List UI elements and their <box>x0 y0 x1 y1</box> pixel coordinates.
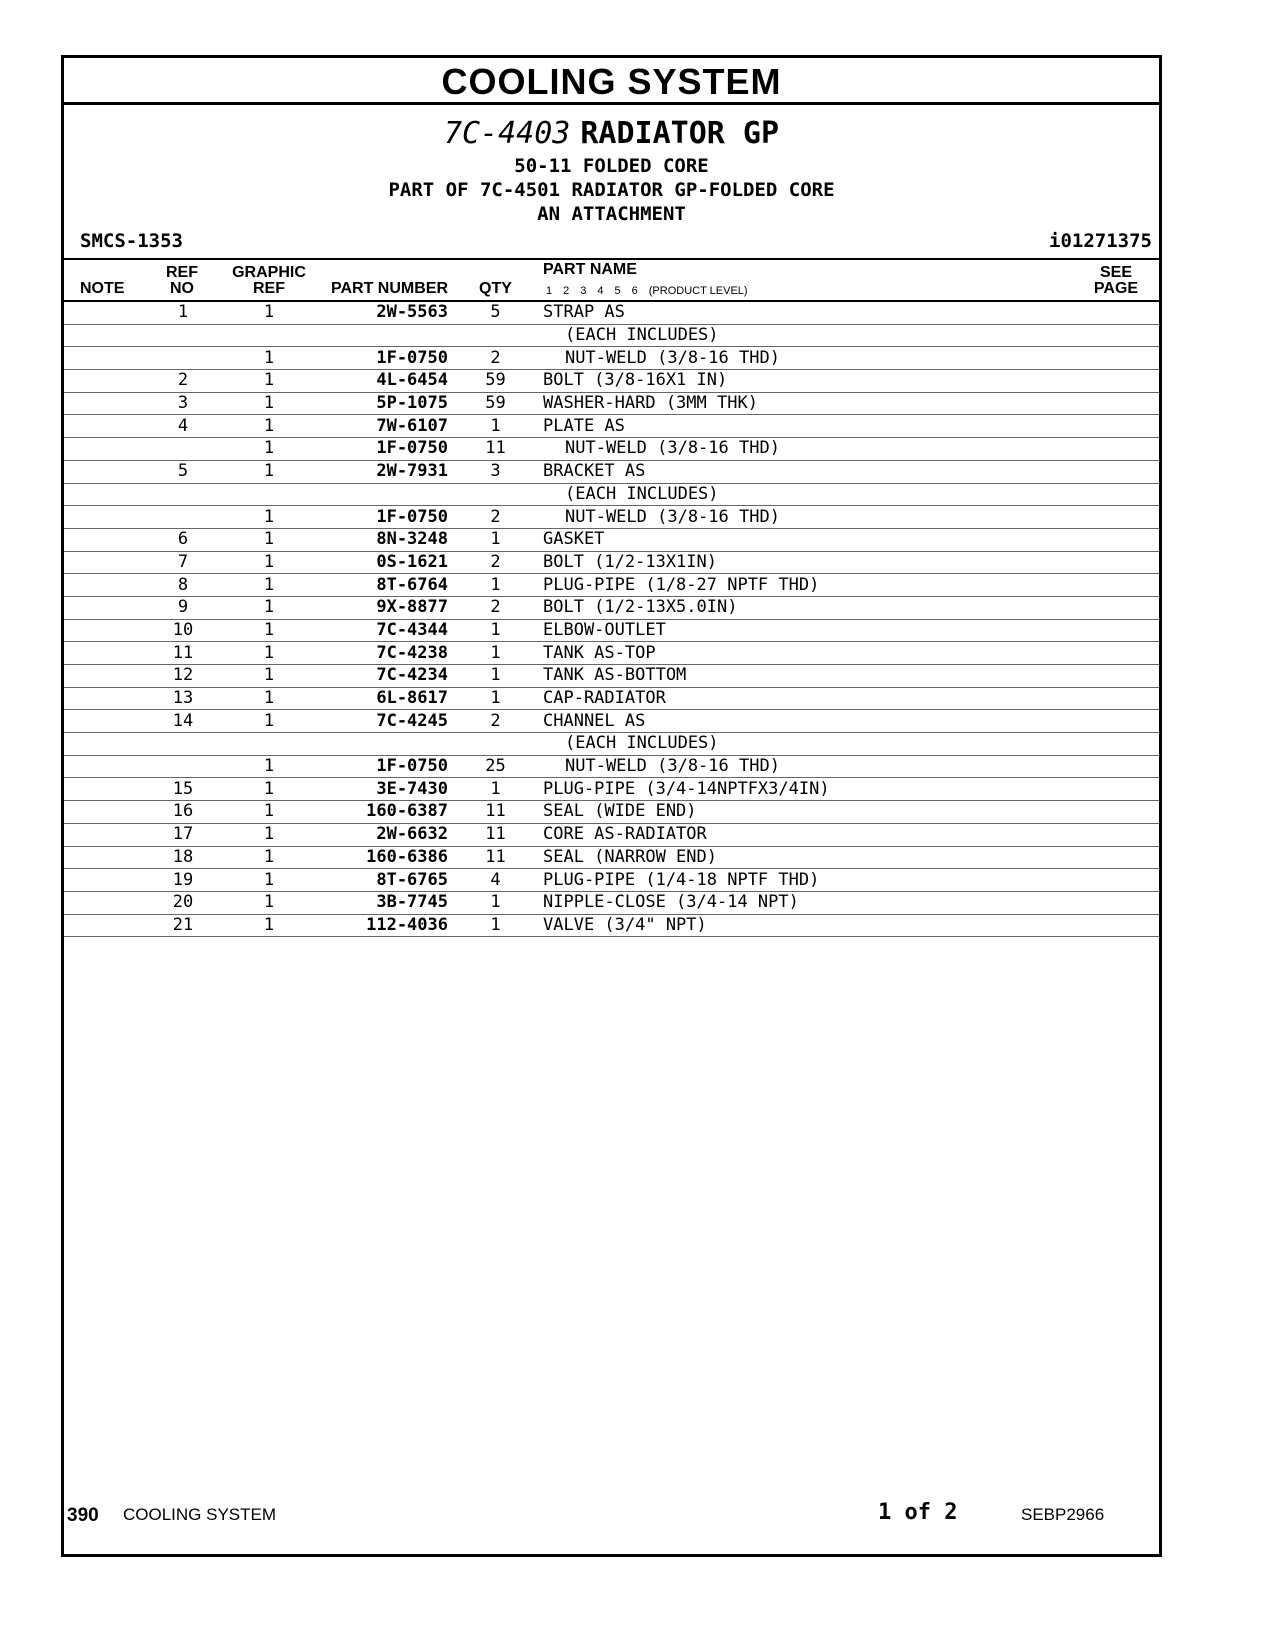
ref-no-cell: 16 <box>142 801 224 824</box>
part-name-cell <box>543 347 1159 370</box>
footer-doc-id: SEBP2966 <box>1021 1505 1105 1524</box>
table-row <box>64 483 1159 506</box>
graphic-ref-cell <box>224 324 314 347</box>
footer-page-of: 1 of 2 <box>878 1500 958 1525</box>
part-number-cell <box>314 324 448 347</box>
graphic-ref-cell: 1 <box>224 823 314 846</box>
graphic-ref-cell: 1 <box>224 619 314 642</box>
part-name-text: PLUG-PIPE (3/4-14NPTFX3/4IN) <box>543 778 830 799</box>
part-number-cell: 8N-3248 <box>314 528 448 551</box>
part-name-cell <box>543 574 1159 597</box>
part-name-cell <box>543 619 1159 642</box>
part-name-text: VALVE (3/4" NPT) <box>543 914 707 935</box>
part-name-cell <box>543 778 1159 801</box>
note-cell <box>64 755 142 778</box>
note-cell <box>64 551 142 574</box>
qty-cell: 1 <box>448 574 543 597</box>
graphic-ref-cell: 1 <box>224 891 314 914</box>
graphic-ref-cell: 1 <box>224 370 314 393</box>
part-name-cell <box>543 596 1159 619</box>
part-number-cell: 5P-1075 <box>314 392 448 415</box>
part-number-cell: 9X-8877 <box>314 596 448 619</box>
table-row <box>64 846 1159 869</box>
header-graphic-top: GRAPHIC <box>232 264 306 281</box>
note-cell <box>64 642 142 665</box>
footer-section: COOLING SYSTEM <box>123 1505 277 1524</box>
part-name-text: CAP-RADIATOR <box>543 688 666 709</box>
qty-cell: 25 <box>448 755 543 778</box>
qty-cell: 1 <box>448 619 543 642</box>
ref-no-cell: 2 <box>142 370 224 393</box>
table-row <box>64 778 1159 801</box>
ref-no-cell: 15 <box>142 778 224 801</box>
graphic-ref-cell: 1 <box>224 665 314 688</box>
qty-cell: 1 <box>448 778 543 801</box>
part-name-cell <box>543 415 1159 438</box>
part-name-cell <box>543 846 1159 869</box>
graphic-ref-cell: 1 <box>224 460 314 483</box>
ref-no-cell: 14 <box>142 710 224 733</box>
group-name: RADIATOR GP <box>580 116 780 151</box>
group-part-number: 7C-4403 <box>443 116 571 151</box>
graphic-ref-cell: 1 <box>224 574 314 597</box>
qty-cell: 3 <box>448 460 543 483</box>
qty-cell: 2 <box>448 347 543 370</box>
part-name-cell <box>543 801 1159 824</box>
part-name-text: BOLT (3/8-16X1 IN) <box>543 370 728 391</box>
parts-table <box>64 302 1159 937</box>
note-cell <box>64 324 142 347</box>
note-cell <box>64 619 142 642</box>
part-name-text: PLUG-PIPE (1/4-18 NPTF THD) <box>543 869 820 890</box>
table-row <box>64 324 1159 347</box>
ref-no-cell: 10 <box>142 619 224 642</box>
footer-page-number: 390 <box>67 1505 99 1526</box>
header-qty: QTY <box>479 280 512 297</box>
smcs-code: SMCS-1353 <box>80 230 183 252</box>
header-part-number: PART NUMBER <box>330 280 448 297</box>
note-cell <box>64 665 142 688</box>
part-number-cell: 8T-6765 <box>314 869 448 892</box>
part-name-text: GASKET <box>543 529 605 550</box>
part-number-cell: 8T-6764 <box>314 574 448 597</box>
part-name-cell <box>543 324 1159 347</box>
ref-no-cell: 12 <box>142 665 224 688</box>
part-name-cell <box>543 687 1159 710</box>
graphic-ref-cell: 1 <box>224 778 314 801</box>
qty-cell: 1 <box>448 642 543 665</box>
note-cell <box>64 846 142 869</box>
page-frame <box>61 55 1162 1557</box>
note-cell <box>64 347 142 370</box>
part-name-cell <box>543 460 1159 483</box>
graphic-ref-cell: 1 <box>224 551 314 574</box>
part-name-cell <box>543 891 1159 914</box>
part-name-text: PLUG-PIPE (1/8-27 NPTF THD) <box>543 574 820 595</box>
group-description-line1: 50-11 FOLDED CORE <box>514 155 709 177</box>
ref-no-cell <box>142 755 224 778</box>
part-name-text: (EACH INCLUDES) <box>565 483 719 504</box>
level-5: 5 <box>614 285 621 297</box>
note-cell <box>64 574 142 597</box>
ref-no-cell: 18 <box>142 846 224 869</box>
group-title <box>64 116 1159 152</box>
qty-cell: 4 <box>448 869 543 892</box>
table-row <box>64 302 1159 324</box>
ref-no-cell: 13 <box>142 687 224 710</box>
level-4: 4 <box>597 285 604 297</box>
ref-no-cell: 1 <box>142 302 224 324</box>
qty-cell: 11 <box>448 438 543 461</box>
levels-label: (PRODUCT LEVEL) <box>648 285 748 297</box>
table-row <box>64 869 1159 892</box>
group-description-line2: PART OF 7C-4501 RADIATOR GP-FOLDED CORE <box>388 179 835 201</box>
ref-no-cell <box>142 347 224 370</box>
table-row <box>64 528 1159 551</box>
graphic-ref-cell: 1 <box>224 869 314 892</box>
note-cell <box>64 415 142 438</box>
part-name-cell <box>543 914 1159 937</box>
note-cell <box>64 460 142 483</box>
part-name-cell <box>543 665 1159 688</box>
table-row <box>64 665 1159 688</box>
qty-cell: 1 <box>448 687 543 710</box>
note-cell <box>64 914 142 937</box>
ref-no-cell <box>142 506 224 529</box>
part-name-text: NUT-WELD (3/8-16 THD) <box>565 438 780 459</box>
level-3: 3 <box>580 285 587 297</box>
part-number-cell: 3B-7745 <box>314 891 448 914</box>
graphic-ref-cell <box>224 483 314 506</box>
part-name-cell <box>543 551 1159 574</box>
part-number-cell: 2W-6632 <box>314 823 448 846</box>
part-name-cell <box>543 483 1159 506</box>
part-name-text: ELBOW-OUTLET <box>543 619 666 640</box>
table-row <box>64 370 1159 393</box>
part-name-cell <box>543 528 1159 551</box>
part-name-cell <box>543 733 1159 756</box>
note-cell <box>64 687 142 710</box>
part-name-cell <box>543 302 1159 324</box>
header-graphic-bottom: REF <box>253 280 285 297</box>
qty-cell: 1 <box>448 891 543 914</box>
graphic-ref-cell: 1 <box>224 846 314 869</box>
part-number-cell: 160-6386 <box>314 846 448 869</box>
part-name-text: TANK AS-BOTTOM <box>543 665 687 686</box>
qty-cell: 2 <box>448 596 543 619</box>
part-name-text: NUT-WELD (3/8-16 THD) <box>565 347 780 368</box>
graphic-ref-cell: 1 <box>224 596 314 619</box>
ref-no-cell: 5 <box>142 460 224 483</box>
qty-cell <box>448 733 543 756</box>
note-cell <box>64 596 142 619</box>
part-number-cell: 1F-0750 <box>314 347 448 370</box>
header-product-levels <box>546 283 759 299</box>
part-number-cell: 7W-6107 <box>314 415 448 438</box>
graphic-ref-cell: 1 <box>224 506 314 529</box>
note-cell <box>64 869 142 892</box>
qty-cell: 11 <box>448 801 543 824</box>
ref-no-cell: 8 <box>142 574 224 597</box>
table-row <box>64 642 1159 665</box>
note-cell <box>64 302 142 324</box>
part-number-cell: 7C-4238 <box>314 642 448 665</box>
part-number-cell: 0S-1621 <box>314 551 448 574</box>
note-cell <box>64 823 142 846</box>
table-row <box>64 415 1159 438</box>
note-cell <box>64 370 142 393</box>
note-cell <box>64 891 142 914</box>
table-row <box>64 506 1159 529</box>
qty-cell: 1 <box>448 528 543 551</box>
ref-no-cell: 11 <box>142 642 224 665</box>
part-number-cell <box>314 483 448 506</box>
note-cell <box>64 483 142 506</box>
qty-cell: 59 <box>448 392 543 415</box>
level-2: 2 <box>563 285 570 297</box>
part-number-cell: 3E-7430 <box>314 778 448 801</box>
table-row <box>64 733 1159 756</box>
note-cell <box>64 438 142 461</box>
part-name-text: NUT-WELD (3/8-16 THD) <box>565 506 780 527</box>
ref-no-cell: 21 <box>142 914 224 937</box>
note-cell <box>64 778 142 801</box>
level-1: 1 <box>546 285 553 297</box>
note-cell <box>64 506 142 529</box>
table-row <box>64 823 1159 846</box>
qty-cell: 2 <box>448 506 543 529</box>
part-number-cell: 7C-4245 <box>314 710 448 733</box>
ref-no-cell: 6 <box>142 528 224 551</box>
note-cell <box>64 801 142 824</box>
header-see-bottom: PAGE <box>1093 280 1139 297</box>
part-number-cell: 4L-6454 <box>314 370 448 393</box>
header-part-name: PART NAME <box>543 261 637 278</box>
ref-no-cell <box>142 324 224 347</box>
part-name-cell <box>543 710 1159 733</box>
group-description-line3: AN ATTACHMENT <box>537 203 686 225</box>
graphic-ref-cell: 1 <box>224 302 314 324</box>
graphic-ref-cell: 1 <box>224 687 314 710</box>
part-name-text: CHANNEL AS <box>543 710 646 731</box>
part-name-cell <box>543 370 1159 393</box>
part-name-text: BOLT (1/2-13X5.0IN) <box>543 597 738 618</box>
qty-cell <box>448 324 543 347</box>
header-ref-bottom: NO <box>170 280 194 297</box>
qty-cell: 59 <box>448 370 543 393</box>
table-row <box>64 551 1159 574</box>
part-name-text: BOLT (1/2-13X1IN) <box>543 551 717 572</box>
part-name-text: STRAP AS <box>543 302 625 323</box>
ref-no-cell: 4 <box>142 415 224 438</box>
table-row <box>64 687 1159 710</box>
table-row <box>64 596 1159 619</box>
level-6: 6 <box>631 285 638 297</box>
qty-cell: 1 <box>448 665 543 688</box>
header-ref-top: REF <box>166 264 198 281</box>
section-title: COOLING SYSTEM <box>64 58 1159 105</box>
illustration-id: i01271375 <box>1049 230 1152 252</box>
table-row <box>64 801 1159 824</box>
part-name-text: SEAL (NARROW END) <box>543 846 717 867</box>
part-name-text: TANK AS-TOP <box>543 642 656 663</box>
part-name-text: BRACKET AS <box>543 461 646 482</box>
part-name-text: WASHER-HARD (3MM THK) <box>543 393 758 414</box>
ref-no-cell: 17 <box>142 823 224 846</box>
qty-cell: 11 <box>448 846 543 869</box>
header-see-top: SEE <box>1099 264 1132 281</box>
qty-cell: 11 <box>448 823 543 846</box>
ref-no-cell: 3 <box>142 392 224 415</box>
part-number-cell: 6L-8617 <box>314 687 448 710</box>
ref-no-cell <box>142 733 224 756</box>
table-row <box>64 619 1159 642</box>
graphic-ref-cell: 1 <box>224 755 314 778</box>
part-name-text: NIPPLE-CLOSE (3/4-14 NPT) <box>543 892 799 913</box>
ref-no-cell <box>142 483 224 506</box>
part-name-cell <box>543 392 1159 415</box>
part-name-text: (EACH INCLUDES) <box>565 325 719 346</box>
qty-cell: 1 <box>448 914 543 937</box>
qty-cell: 5 <box>448 302 543 324</box>
part-number-cell: 1F-0750 <box>314 438 448 461</box>
part-number-cell: 1F-0750 <box>314 755 448 778</box>
note-cell <box>64 392 142 415</box>
note-cell <box>64 710 142 733</box>
ref-no-cell: 9 <box>142 596 224 619</box>
ref-no-cell: 20 <box>142 891 224 914</box>
table-row <box>64 460 1159 483</box>
graphic-ref-cell: 1 <box>224 347 314 370</box>
part-number-cell: 1F-0750 <box>314 506 448 529</box>
part-number-cell: 7C-4234 <box>314 665 448 688</box>
part-name-cell <box>543 506 1159 529</box>
part-name-text: SEAL (WIDE END) <box>543 801 697 822</box>
table-row <box>64 347 1159 370</box>
graphic-ref-cell: 1 <box>224 914 314 937</box>
graphic-ref-cell: 1 <box>224 438 314 461</box>
part-number-cell: 2W-5563 <box>314 302 448 324</box>
graphic-ref-cell: 1 <box>224 710 314 733</box>
table-row <box>64 755 1159 778</box>
ref-no-cell: 7 <box>142 551 224 574</box>
part-number-cell <box>314 733 448 756</box>
note-cell <box>64 528 142 551</box>
part-name-cell <box>543 755 1159 778</box>
note-cell <box>64 733 142 756</box>
part-number-cell: 7C-4344 <box>314 619 448 642</box>
qty-cell: 1 <box>448 415 543 438</box>
part-name-text: CORE AS-RADIATOR <box>543 824 707 845</box>
graphic-ref-cell: 1 <box>224 801 314 824</box>
table-row <box>64 914 1159 937</box>
part-name-text: PLATE AS <box>543 415 625 436</box>
part-name-text: NUT-WELD (3/8-16 THD) <box>565 756 780 777</box>
part-name-cell <box>543 438 1159 461</box>
graphic-ref-cell: 1 <box>224 642 314 665</box>
table-row <box>64 438 1159 461</box>
part-name-text: (EACH INCLUDES) <box>565 733 719 754</box>
part-number-cell: 112-4036 <box>314 914 448 937</box>
part-name-cell <box>543 823 1159 846</box>
graphic-ref-cell: 1 <box>224 392 314 415</box>
ref-no-cell <box>142 438 224 461</box>
table-row <box>64 710 1159 733</box>
qty-cell: 2 <box>448 551 543 574</box>
header-note: NOTE <box>80 280 125 297</box>
table-row <box>64 574 1159 597</box>
qty-cell <box>448 483 543 506</box>
part-name-cell <box>543 869 1159 892</box>
ref-no-cell: 19 <box>142 869 224 892</box>
table-header <box>64 260 1159 302</box>
part-number-cell: 2W-7931 <box>314 460 448 483</box>
table-row <box>64 891 1159 914</box>
graphic-ref-cell <box>224 733 314 756</box>
graphic-ref-cell: 1 <box>224 415 314 438</box>
table-row <box>64 392 1159 415</box>
part-number-cell: 160-6387 <box>314 801 448 824</box>
part-name-cell <box>543 642 1159 665</box>
graphic-ref-cell: 1 <box>224 528 314 551</box>
qty-cell: 2 <box>448 710 543 733</box>
